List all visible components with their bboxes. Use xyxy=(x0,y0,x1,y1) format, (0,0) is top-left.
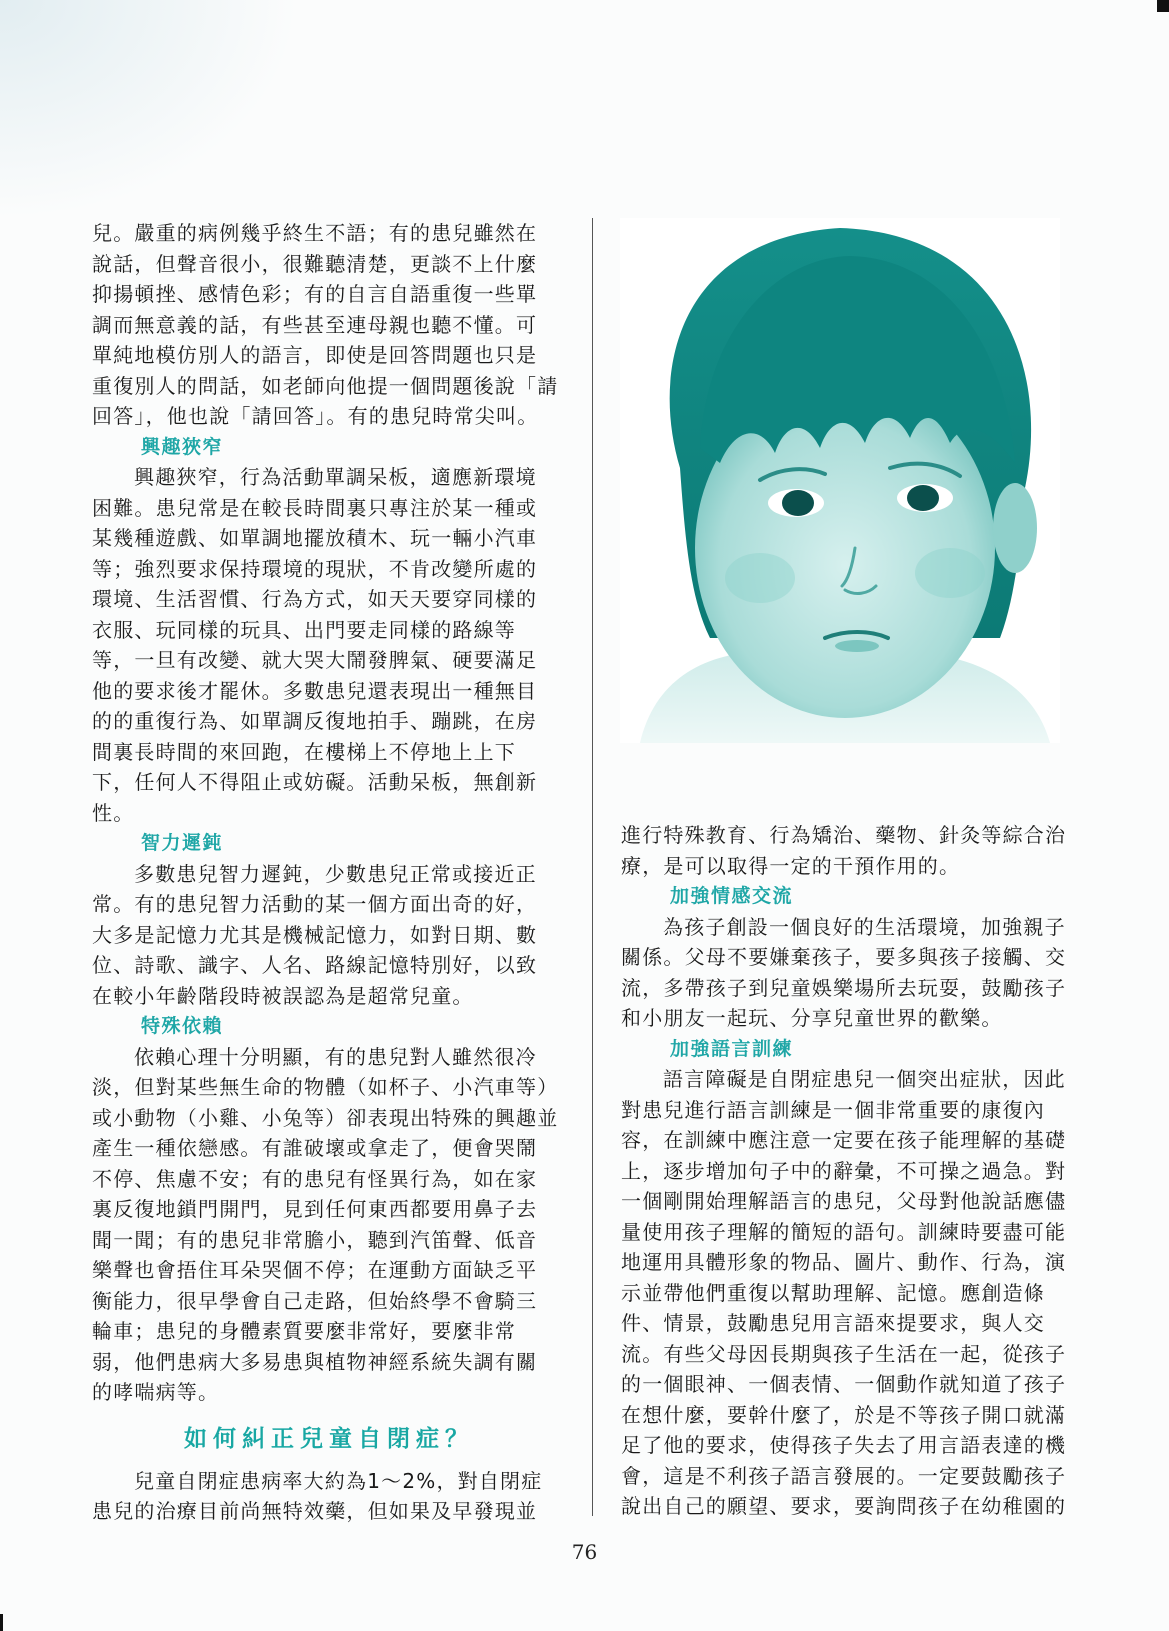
right-column xyxy=(621,820,1091,1522)
column-divider xyxy=(592,218,593,1516)
body-paragraph: 多數患兒智力遲鈍，少數患兒正常或接近正 常。有的患兒智力活動的某一個方面出奇的好， 大多是記憶力尤其是機械記憶力，如對日期、數 位、詩歌、識字、人名、路線記憶特別好，以致 在較小年齡階段時被誤認為是超常兒童。 xyxy=(92,861,538,1008)
section-title: 如何糾正兒童自閉症？ xyxy=(184,1424,474,1452)
subheading-intellectual-delay: 智力遲鈍 xyxy=(141,832,224,854)
page-number: 76 xyxy=(571,1540,598,1564)
body-paragraph: 為孩子創設一個良好的生活環境，加強親子 關係。父母不要嫌棄孩子，要多與孩子接觸、交 流，多帶孩子到兒童娛樂場所去玩耍，鼓勵孩子 和小朋友一起玩、分享兒童世界的歡樂。 xyxy=(621,914,1067,1030)
subheading-emotional-communication: 加強情感交流 xyxy=(670,885,794,907)
subheading-narrow-interests: 興趣狹窄 xyxy=(141,435,224,458)
page-shade xyxy=(0,0,300,220)
scan-edge-mark xyxy=(0,1614,3,1631)
subheading-special-dependence: 特殊依賴 xyxy=(141,1015,224,1037)
scan-edge-mark xyxy=(1157,0,1169,12)
body-paragraph: 兒。嚴重的病例幾乎終生不語；有的患兒雖然在 說話，但聲音很小，很難聽清楚，更談不上什麼 抑揚頓挫、感情色彩；有的自言自語重復一些單 調而無意義的話，有些甚至連母親也聽不懂。可 單純地模仿別人的語言，即使是回答問題也只是 重復別人的問話，如老師向他提一個問題後說「請 回答」，他也說「請回答」。有的患兒時常尖叫。 xyxy=(92,221,559,428)
child-portrait-illustration xyxy=(620,218,1060,743)
child-portrait-photo xyxy=(620,218,1060,743)
body-paragraph: 兒童自閉症患病率大約為1～2%，對自閉症 患兒的治療目前尚無特效藥，但如果及早發現並 xyxy=(92,1468,543,1523)
left-column xyxy=(92,218,566,1527)
body-paragraph: 依賴心理十分明顯，有的患兒對人雖然很冷 淡，但對某些無生命的物體（如杯子、小汽車等） 或小動物（小雞、小兔等）卻表現出特殊的興趣並 產生一種依戀感。有誰破壞或拿走了，便會哭鬧 不停、焦慮不安；有的患兒有怪異行為，如在家 裏反復地鎖門開門，見到任何東西都要用鼻子去 聞一聞；有的患兒非常膽小，聽到汽笛聲、低音 樂聲也會捂住耳朵哭個不停；在運動方面缺乏平 衡能力，很早學會自己走路，但始終學不會騎三 輪車；患兒的身體素質要麼非常好，要麼非常 弱，他們患病大多易患與植物神經系統失調有關 的哮喘病等。 xyxy=(92,1044,559,1404)
body-paragraph: 語言障礙是自閉症患兒一個突出症狀，因此 對患兒進行語言訓練是一個非常重要的康復內 容，在訓練中應注意一定要在孩子能理解的基礎 上，逐步增加句子中的辭彙，不可操之過急。對 一個剛開始理解語言的患兒，父母對他說話應儘 量使用孩子理解的簡短的語句。訓練時要盡可能 地運用具體形象的物品、圖片、動作、行為，演 示並帶他們重復以幫助理解、記憶。應創造條 件、情景，鼓勵患兒用言語來提要求，與人交 流。有些父母因長期與孩子生活在一起，從孩子 的一個眼神、一個表情、一個動作就知道了孩子 在想什麼，要幹什麼了，於是不等孩子開口就滿 足了他的要求，使得孩子失去了用言語表達的機 會，這是不利孩子語言發展的。一定要鼓勵孩子 說出自己的願望、要求，要詢問孩子在幼稚園的 xyxy=(621,1067,1067,1518)
body-paragraph: 興趣狹窄，行為活動單調呆板，適應新環境 困難。患兒常是在較長時間裏只專注於某一種或 某幾種遊戲、如單調地擺放積木、玩一輛小汽車 等；強烈要求保持環境的現狀，不肯改變所處的 環境、生活習慣、行為方式，如天天要穿同樣的 衣服、玩同樣的玩具、出門要走同樣的路線等 等，一旦有改變、就大哭大鬧發脾氣、硬要滿足 他的要求後才罷休。多數患兒還表現出一種無目 的的重復行為、如單調反復地拍手、蹦跳，在房 間裏長時間的來回跑，在樓梯上不停地上上下 下，任何人不得阻止或妨礙。活動呆板，無創新 性。 xyxy=(92,465,538,825)
subheading-language-training: 加強語言訓練 xyxy=(670,1037,794,1060)
body-paragraph: 進行特殊教育、行為矯治、藥物、針灸等綜合治 療，是可以取得一定的干預作用的。 xyxy=(621,823,1067,878)
